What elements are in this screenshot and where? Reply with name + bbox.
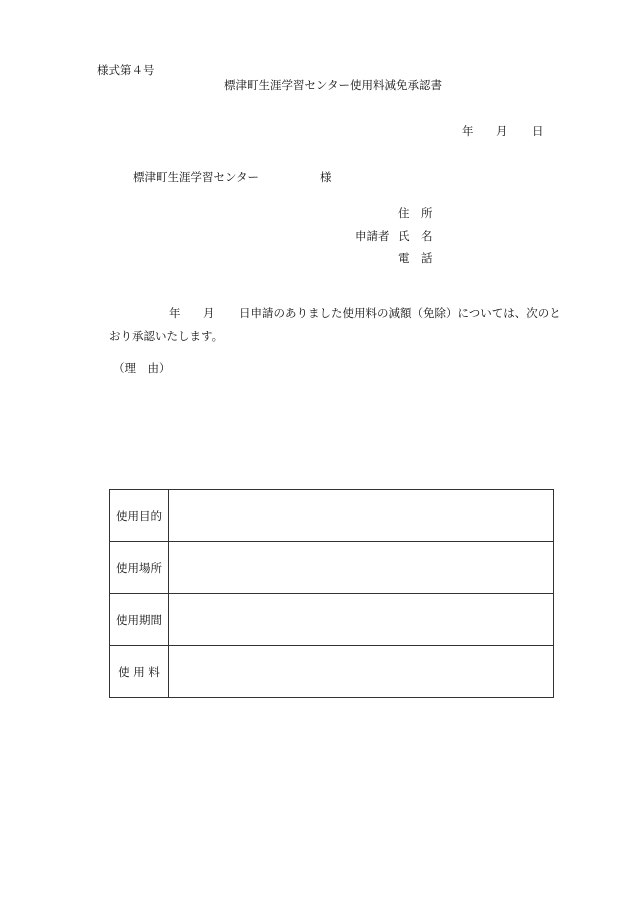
address-label: 住 所 <box>398 206 433 220</box>
table-row <box>110 490 554 542</box>
fee-label: 使 用 料 <box>110 646 169 698</box>
body-month: 月 <box>203 306 215 320</box>
body-year: 年 <box>169 306 181 320</box>
name-label: 氏 名 <box>398 229 433 243</box>
form-number: 様式第４号 <box>97 63 155 77</box>
applicant-label: 申請者 <box>355 229 390 243</box>
location-label: 使用場所 <box>110 542 169 594</box>
document-title: 標津町生涯学習センター使用料減免承認書 <box>223 78 443 92</box>
body-line1-rest: 日申請のありました使用料の減額（免除）については、次のと <box>239 306 561 320</box>
purpose-field[interactable] <box>169 490 554 542</box>
usage-table <box>109 489 554 698</box>
table-row <box>110 646 554 698</box>
period-label: 使用期間 <box>110 594 169 646</box>
addressee-honorific: 様 <box>320 170 332 184</box>
reason-label: （理 由） <box>113 361 171 375</box>
table-row <box>110 542 554 594</box>
table-row <box>110 594 554 646</box>
fee-field[interactable] <box>169 646 554 698</box>
phone-label: 電 話 <box>398 251 433 265</box>
addressee-name: 標津町生涯学習センター <box>133 170 260 184</box>
purpose-label: 使用目的 <box>110 490 169 542</box>
date-year: 年 <box>462 124 474 138</box>
date-line <box>462 126 544 138</box>
period-field[interactable] <box>169 594 554 646</box>
location-field[interactable] <box>169 542 554 594</box>
date-month: 月 <box>496 124 508 138</box>
body-text-line2: おり承認いたします。 <box>109 329 224 343</box>
date-day: 日 <box>532 124 544 138</box>
body-text-line1 <box>169 308 561 320</box>
